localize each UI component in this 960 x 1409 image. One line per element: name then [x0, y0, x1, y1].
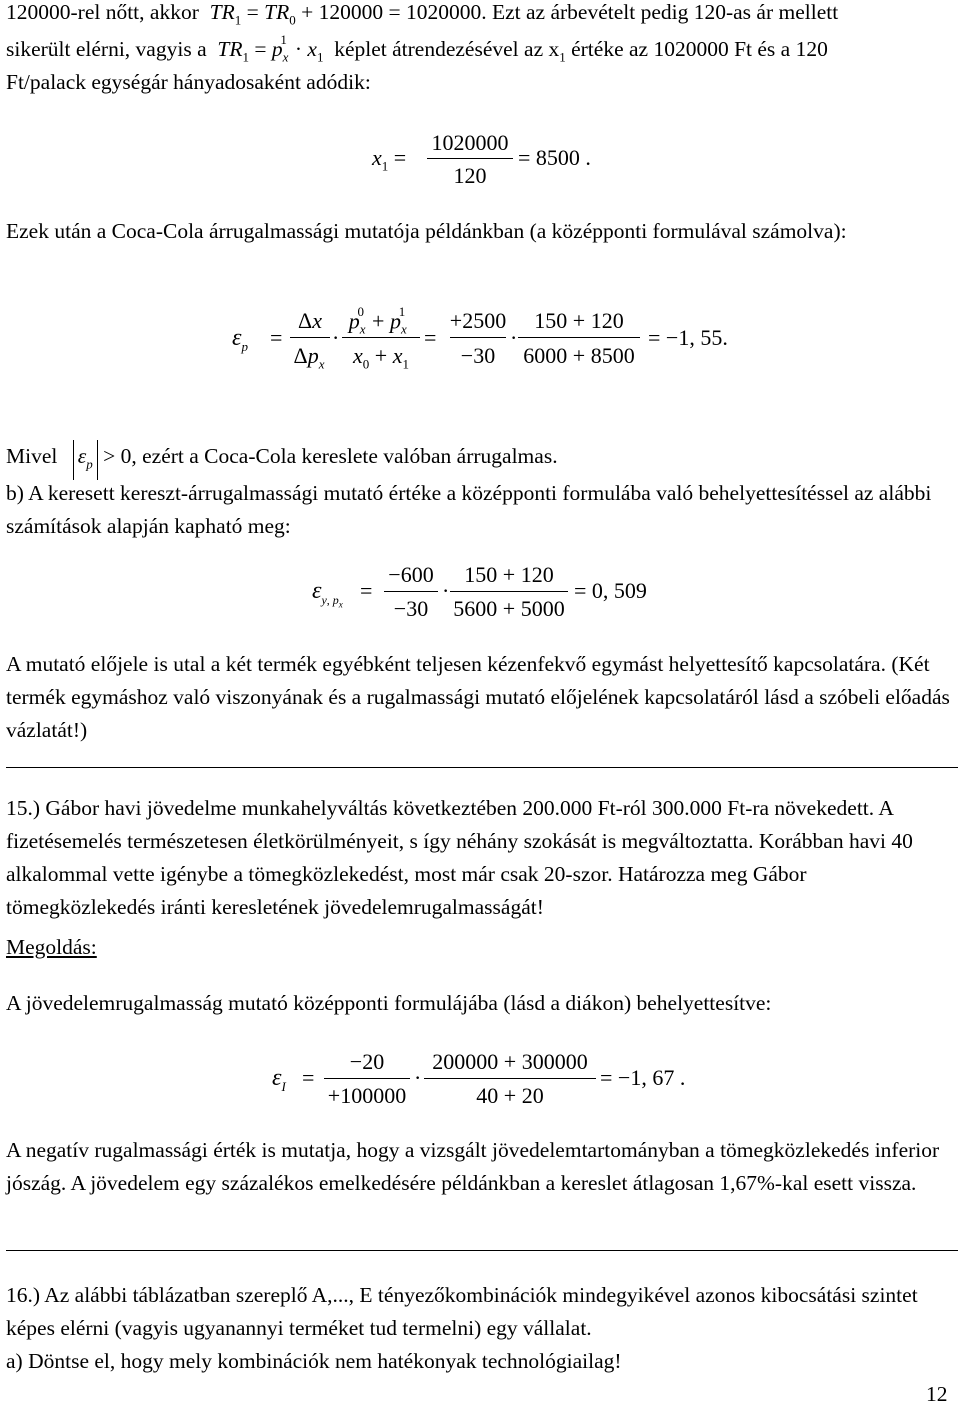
eq1-result: = 8500 .	[518, 145, 591, 170]
eq3-result: = 0, 509	[574, 578, 647, 603]
eq4-den-2: 40 + 20	[476, 1083, 544, 1108]
para-mutato: A mutató előjele is utal a két termék egyébként teljesen kézenfekvő egymást helyettesítő kapcsolatára. (Két termék egymáshoz való viszonyának és a rugalmassági mutató előjelének kapcsolatáról lásd a szóbeli előadás vázlatát!)	[6, 652, 950, 742]
question-16a: a) Döntse el, hogy mely kombinációk nem hatékonyak technológiailag!	[6, 1349, 622, 1373]
page-number: 12	[926, 1382, 948, 1406]
eq2-bar-4	[518, 337, 640, 338]
intro-line-2: sikerült elérni, vagyis a $TR_1 = p_x^1 \cdot x_1$ képlet átrendezésével az $x_1$ értéke az 1020000 Ft és a 120	[6, 32, 828, 65]
eq4-bar-1	[324, 1078, 410, 1079]
eq4-den-1: +100000	[327, 1083, 407, 1108]
eq2-num-2: 150 + 120	[534, 308, 624, 333]
eq4-num-2: 200000 + 300000	[432, 1049, 588, 1074]
eq3-bar-2	[450, 591, 568, 592]
eq4-result: = −1, 67 .	[600, 1065, 686, 1090]
eq2-den-1: −30	[460, 343, 496, 368]
abs-epsilon-p: $\varepsilon_p$	[73, 440, 98, 480]
eq4-num-1: −20	[349, 1049, 385, 1074]
eq2-den-2: 6000 + 8500	[523, 343, 635, 368]
eq4-equals-1: =	[302, 1065, 315, 1090]
eq2-dot-2: ·	[510, 325, 518, 350]
eq3-equals-1: =	[360, 578, 373, 603]
question-15: 15.) Gábor havi jövedelme munkahelyváltás következtében 200.000 Ft-ról 300.000 Ft-ra növekedett. A fizetésemelés természetesen életkörülményeit, s így néhány szokását is megváltoztatta. Korábban havi 40 alkalommal vette igénybe a tömegközlekedést, most már csak 20-szor. Határozza meg Gábor tömegközlekedés iránti keresletének jövedelemrugalmasságát!	[6, 796, 913, 919]
intro-line-3: Ft/palack egységár hányadosaként adódik:	[6, 70, 371, 94]
eq3-den-2: 5600 + 5000	[453, 596, 565, 621]
eq2-delta-x: Δx	[298, 308, 322, 333]
eq2-price-sum: $p_x^0 + p_x^1$	[348, 304, 407, 337]
para-ezek: Ezek után a Coca-Cola árrugalmassági mutatója példánkban (a középponti formulával számolva):	[6, 219, 847, 243]
eq2-bar-3	[450, 337, 506, 338]
eq2-equals-2: =	[424, 325, 437, 350]
eq1-fraction-bar	[427, 158, 513, 159]
eq3-num-2: 150 + 120	[464, 562, 554, 587]
eq2-dot-1: ·	[332, 325, 340, 350]
eq2-num-1: +2500	[449, 308, 507, 333]
eq2-result: = −1, 55.	[648, 325, 728, 350]
formula-tr1-px: $TR_1 = p_x^1 \cdot x_1$	[217, 32, 324, 65]
eq2-bar-2	[342, 337, 420, 338]
eq3-epsilon: $\varepsilon_{y, p_x}$	[312, 578, 343, 610]
eq2-bar-1	[290, 337, 330, 338]
formula-tr1: $TR_1 = TR_0 + 120000 = 1020000$	[209, 0, 482, 28]
eq2-equals-1: =	[270, 325, 283, 350]
eq1-lhs: $x_1$ =	[372, 145, 407, 174]
question-16: 16.) Az alábbi táblázatban szereplő A,..., E tényezőkombinációk mindegyikével azonos kibocsátási szintet képes elérni (vagyis ugyanannyi terméket tud termelni) egy vállalat.	[6, 1283, 918, 1340]
eq1-denominator: 120	[453, 163, 487, 188]
para-jovedelem: A jövedelemrugalmasság mutató középponti formulájába (lásd a diákon) behelyettesítve:	[6, 991, 772, 1015]
eq3-den-1: −30	[393, 596, 429, 621]
eq2-qty-sum: $x_0 + x_1$	[353, 343, 409, 372]
eq3-dot: ·	[442, 578, 450, 603]
intro-line-1: 120000-rel nőtt, akkor $TR_1 = TR_0 + 120000 = 1020000$. Ezt az árbevételt pedig 120-as ár mellett	[6, 0, 839, 28]
eq2-epsilon: $\varepsilon_p$	[232, 325, 248, 354]
megoldas-heading: Megoldás:	[6, 935, 97, 959]
section-divider	[6, 767, 958, 768]
eq4-dot: ·	[414, 1065, 422, 1090]
section-divider-2	[6, 1250, 958, 1251]
para-b: b) A keresett kereszt-árrugalmassági mutató értéke a középponti formulába való behelyettesítéssel az alábbi számítások alapján kapható meg:	[6, 481, 932, 538]
eq2-delta-px: $\Delta p_x$	[293, 343, 325, 372]
eq3-num-1: −600	[388, 562, 434, 587]
eq1-numerator: 1020000	[431, 130, 509, 155]
eq4-bar-2	[424, 1078, 596, 1079]
mivel-line: Mivel $\varepsilon_p > 0$, ezért a Coca-Cola kereslete valóban árrugalmas.	[6, 440, 558, 480]
para-negativ: A negatív rugalmassági érték is mutatja, hogy a vizsgált jövedelemtartományban a tömegközlekedés inferior jószág. A jövedelem egy százalékos emelkedésére példánkban a kereslet átlagosan 1,67%-kal esett vissza.	[6, 1138, 940, 1195]
eq3-bar-1	[384, 591, 438, 592]
eq4-epsilon: $\varepsilon_I$	[272, 1065, 286, 1094]
